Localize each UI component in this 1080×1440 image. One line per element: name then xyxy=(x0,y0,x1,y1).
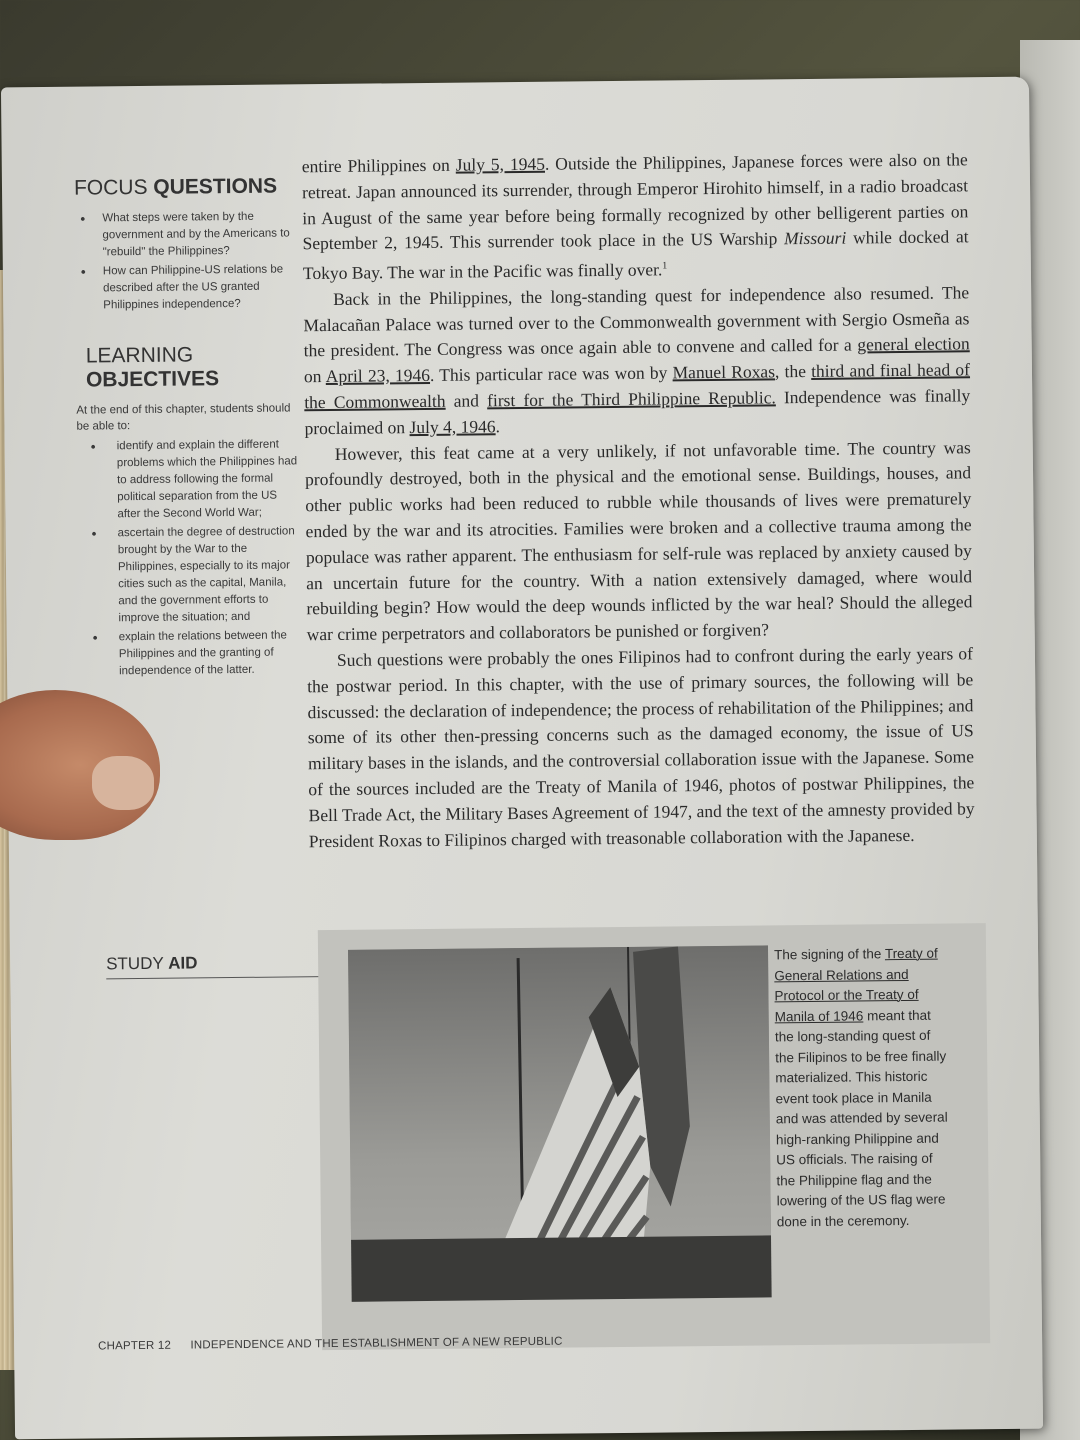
underlined-text: July 5, 1945 xyxy=(455,153,546,175)
paragraph-3: However, this feat came at a very unlikely, if not unfavorable time. The country was profoundly destroyed, both in the physical and the emotional sense. Buildings, houses, and other public works had been reduced to rubble while thousands of lives were prematurely ended by the war and its atrocities. Families were broken and a collective trauma among the populace was rather apparent. The enthusiasm for self-rule was replaced by anxiety caused by an uncertain future for the country. With a nation extensively damaged, where would rebuilding begin? How would the deep wounds inflicted by the war heal? Should the alleged war crime perpetrators and collaborators be punished or forgiven? xyxy=(304,436,973,645)
ship-name: Missouri xyxy=(783,227,847,249)
heading-bold: AID xyxy=(168,953,198,973)
text-run: and xyxy=(445,390,488,411)
text-run: on xyxy=(303,366,326,387)
text-run: Back in the Philippines, the long-standing quest for independence also resumed. The Malacañan Palace was turned over to the Commonwealth government with Sergio Osmeña as the president. The Congress was once again able to convene and called for a xyxy=(303,282,970,361)
underlined-text: third and final head of the Commonwealth xyxy=(304,359,971,413)
underlined-text: Treaty of General Relations and Protocol or the Treaty of Manila of 1946 xyxy=(774,945,938,1024)
underlined-text: July 4, 1946 xyxy=(409,416,496,437)
heading-light: LEARNING xyxy=(85,343,194,368)
list-item: • What steps were taken by the government and by the Americans to "rebuild" the Philippines? xyxy=(74,208,300,261)
flag-ceremony-photo xyxy=(348,945,772,1301)
underlined-text: Manuel Roxas xyxy=(672,361,776,383)
study-aid-heading xyxy=(106,952,321,979)
sidebar xyxy=(74,174,304,682)
photo-caption xyxy=(774,944,949,1233)
underlined-text: first for the Third Philippine Republic. xyxy=(486,387,776,411)
thumbnail xyxy=(92,756,154,810)
page-footer xyxy=(98,1336,563,1353)
heading-bold: OBJECTIVES xyxy=(85,367,220,392)
flag-photo-illustration xyxy=(348,945,772,1301)
paragraph-1 xyxy=(302,147,969,287)
heading-light: FOCUS xyxy=(73,175,148,200)
focus-questions-heading xyxy=(74,174,299,200)
chapter-number: CHAPTER 12 xyxy=(98,1339,172,1353)
text-run: Independence was finally proclaimed on xyxy=(304,385,971,439)
text-run: . xyxy=(495,416,501,437)
text-run: The signing of the xyxy=(773,946,885,963)
text-run: entire Philippines on xyxy=(301,154,456,177)
heading-bold: QUESTIONS xyxy=(153,174,278,199)
learning-objectives-heading xyxy=(86,342,301,392)
heading-light: STUDY xyxy=(106,953,164,974)
list-item: • identify and explain the different problems which the Philippines had to address following the formal political separation from the US after the Second World War; xyxy=(77,436,303,523)
text-run: , the xyxy=(774,361,812,382)
list-item: • ascertain the degree of destruction brought by the War to the Philippines, especially to its major cities such as the capital, Manila, and the government efforts to improve the situation; and xyxy=(78,523,304,627)
objectives-list xyxy=(77,436,305,680)
crowd-foreground xyxy=(351,1235,772,1301)
list-item: • How can Philippine-US relations be described after the US granted Philippines independence? xyxy=(75,261,301,314)
focus-questions-list xyxy=(74,208,300,314)
footnote-marker: 1 xyxy=(662,260,668,272)
text-run: . Outside the Philippines, Japanese forces were also on the retreat. Japan announced its surrender, through Emperor Hirohito himself, in a radio broadcast in August of the same year before being formally recognized by other belligerent parties on September 2, 1945. This surrender took place in the US Warship xyxy=(301,149,969,254)
text-run: while docked at Tokyo Bay. The war in the Pacific was finally over. xyxy=(302,226,969,284)
paragraph-2 xyxy=(303,280,971,442)
paragraph-4: Such questions were probably the ones Filipinos had to confront during the early years of the postwar period. In this chapter, with the use of primary sources, the following will be discussed: the declaration of independence; the process of rehabilitation of the Philippines; and some of its other then-pressing concerns such as the damaged economy, the issue of US military bases in the islands, and the controversial collaboration issue with the Japanese. Some of the sources included are the Treaty of Manila of 1946, photos of postwar Philippines, the Bell Trade Act, the Military Bases Agreement of 1947, and the text of the amnesty provided by President Roxas to Filipinos charged with treasonable collaboration with the Japanese. xyxy=(307,643,975,851)
study-aid-box xyxy=(318,923,990,1350)
main-text xyxy=(302,147,975,854)
list-item: • explain the relations between the Philippines and the granting of independence of the latter. xyxy=(79,627,305,680)
text-run: . This particular race was won by xyxy=(429,362,673,386)
underlined-text: general election xyxy=(857,333,970,355)
chapter-title: INDEPENDENCE AND THE ESTABLISHMENT OF A NEW REPUBLIC xyxy=(190,1335,563,1352)
underlined-text: April 23, 1946 xyxy=(325,365,431,387)
text-run: meant that the long-standing quest of the Filipinos to be free finally materialized. This historic event took place in Manila and was attended by several high-ranking Philippine and US officials. The raising of the Philippine flag and the lowering of the US flag were done in the ceremony. xyxy=(774,1007,948,1229)
objectives-intro: At the end of this chapter, students should be able to: xyxy=(76,402,291,433)
